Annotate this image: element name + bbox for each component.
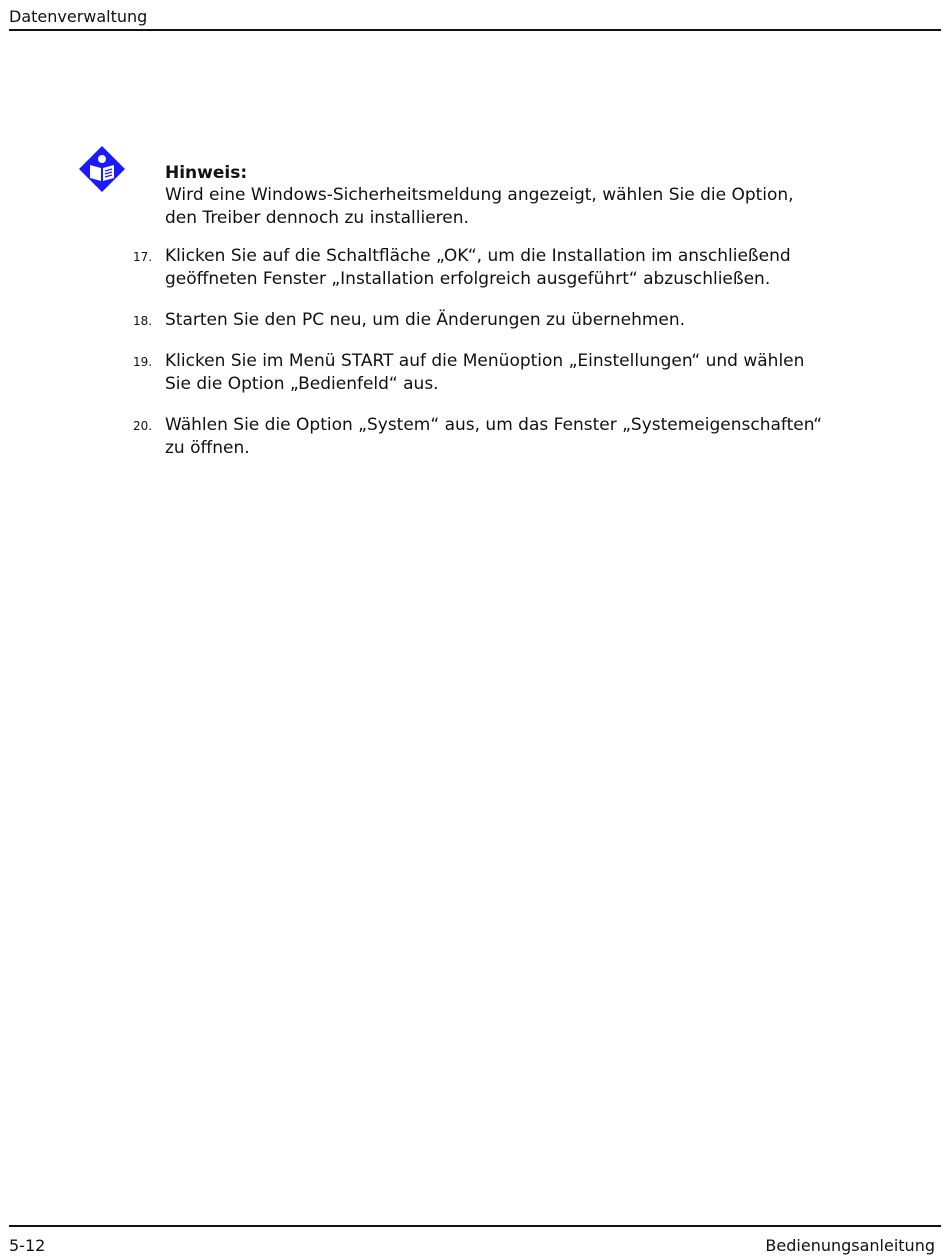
step-text: Starten Sie den PC neu, um die Änderungen zu übernehmen.	[165, 310, 686, 330]
note-block	[165, 162, 825, 230]
page-number: 5-12	[9, 1236, 46, 1255]
footer-divider	[9, 1225, 941, 1227]
manual-book-icon	[78, 145, 126, 193]
step-number: 20.	[133, 419, 153, 433]
note-text: Wird eine Windows-Sicherheitsmeldung angezeigt, wählen Sie die Option, den Treiber dennoch zu installieren.	[165, 185, 794, 228]
step-item	[130, 350, 830, 396]
step-text: Klicken Sie im Menü START auf die Menüoption „Einstellungen“ und wählen Sie die Option „Bedienfeld“ aus.	[165, 351, 805, 394]
step-text: Klicken Sie auf die Schaltfläche „OK“, um die Installation im anschließend geöffneten Fenster „Installation erfolgreich ausgeführt“ abzuschließen.	[165, 246, 791, 289]
step-item	[130, 245, 830, 291]
page-header-title: Datenverwaltung	[9, 7, 148, 26]
note-title: Hinweis:	[165, 163, 248, 183]
step-text: Wählen Sie die Option „System“ aus, um das Fenster „Systemeigenschaften“ zu öffnen.	[165, 415, 823, 458]
document-title: Bedienungsanleitung	[765, 1236, 935, 1255]
step-number: 19.	[133, 355, 153, 369]
step-item	[130, 309, 830, 332]
step-number: 18.	[133, 314, 153, 328]
step-item	[130, 414, 830, 460]
step-number: 17.	[133, 250, 153, 264]
instruction-steps	[130, 245, 830, 478]
header-divider	[9, 29, 941, 31]
